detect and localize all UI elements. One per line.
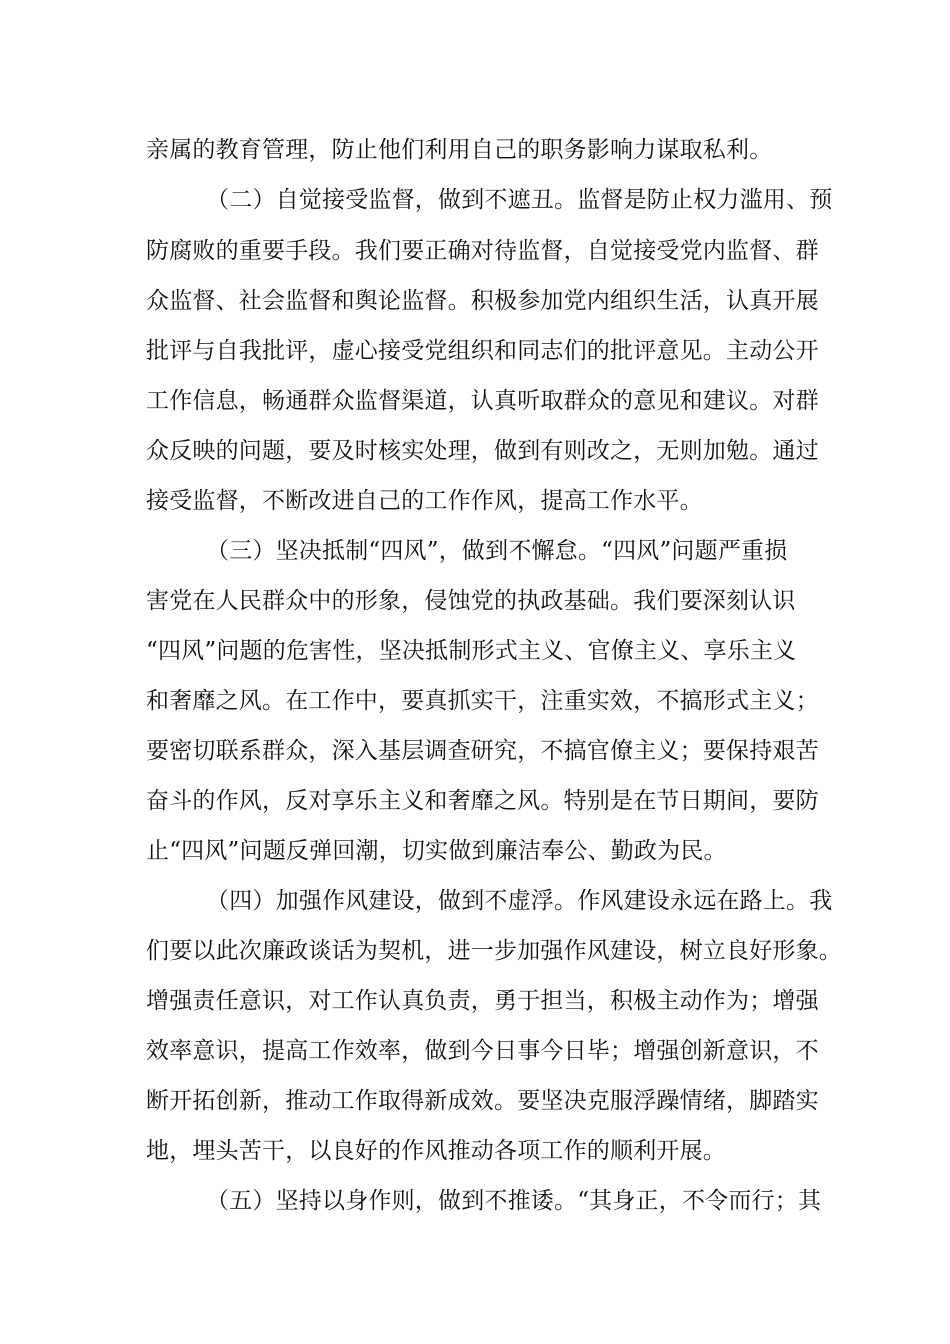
text-line: 断开拓创新，推动工作取得新成效。要坚决克服浮躁情绪，脚踏实 (146, 1088, 819, 1114)
text-line: 们要以此次廉政谈话为契机，进一步加强作风建设，树立良好形象。 (146, 938, 842, 964)
text-line: 接受监督，不断改进自己的工作作风，提高工作水平。 (146, 488, 703, 514)
paragraph-heading-line: （二）自觉接受监督，做到不遮丑。监督是防止权力滥用、预 (206, 187, 833, 213)
text-line: 批评与自我批评，虚心接受党组织和同志们的批评意见。主动公开 (146, 338, 819, 364)
text-line: 工作信息，畅通群众监督渠道，认真听取群众的意见和建议。对群 (146, 388, 819, 414)
text-line: 众反映的问题，要及时核实处理，做到有则改之，无则加勉。通过 (146, 438, 819, 464)
text-line: 害党在人民群众中的形象，侵蚀党的执政基础。我们要深刻认识 (146, 588, 796, 614)
text-line: 增强责任意识，对工作认真负责，勇于担当，积极主动作为；增强 (146, 988, 819, 1014)
paragraph-heading-line: （三）坚决抵制“四风”，做到不懈怠。“四风”问题严重损 (206, 538, 788, 564)
text-line: 地，埋头苦干，以良好的作风推动各项工作的顺利开展。 (146, 1138, 726, 1164)
text-line: 和奢靡之风。在工作中，要真抓实干，注重实效，不搞形式主义； (146, 688, 819, 714)
text-line: 止“四风”问题反弹回潮，切实做到廉洁奉公、勤政为民。 (146, 838, 727, 864)
text-line: “四风”问题的危害性，坚决抵制形式主义、官僚主义、享乐主义 (146, 638, 797, 664)
text-line: 亲属的教育管理，防止他们利用自己的职务影响力谋取私利。 (146, 137, 773, 163)
text-line: 奋斗的作风，反对享乐主义和奢靡之风。特别是在节日期间，要防 (146, 788, 819, 814)
text-line: 效率意识，提高工作效率，做到今日事今日毕；增强创新意识，不 (146, 1038, 819, 1064)
text-line: 众监督、社会监督和舆论监督。积极参加党内组织生活，认真开展 (146, 288, 819, 314)
paragraph-heading-line: （五）坚持以身作则，做到不推诿。“其身正，不令而行；其 (206, 1188, 822, 1214)
text-line: 要密切联系群众，深入基层调查研究，不搞官僚主义；要保持艰苦 (146, 738, 819, 764)
text-line: 防腐败的重要手段。我们要正确对待监督，自觉接受党内监督、群 (146, 238, 819, 264)
paragraph-heading-line: （四）加强作风建设，做到不虚浮。作风建设永远在路上。我 (206, 888, 833, 914)
